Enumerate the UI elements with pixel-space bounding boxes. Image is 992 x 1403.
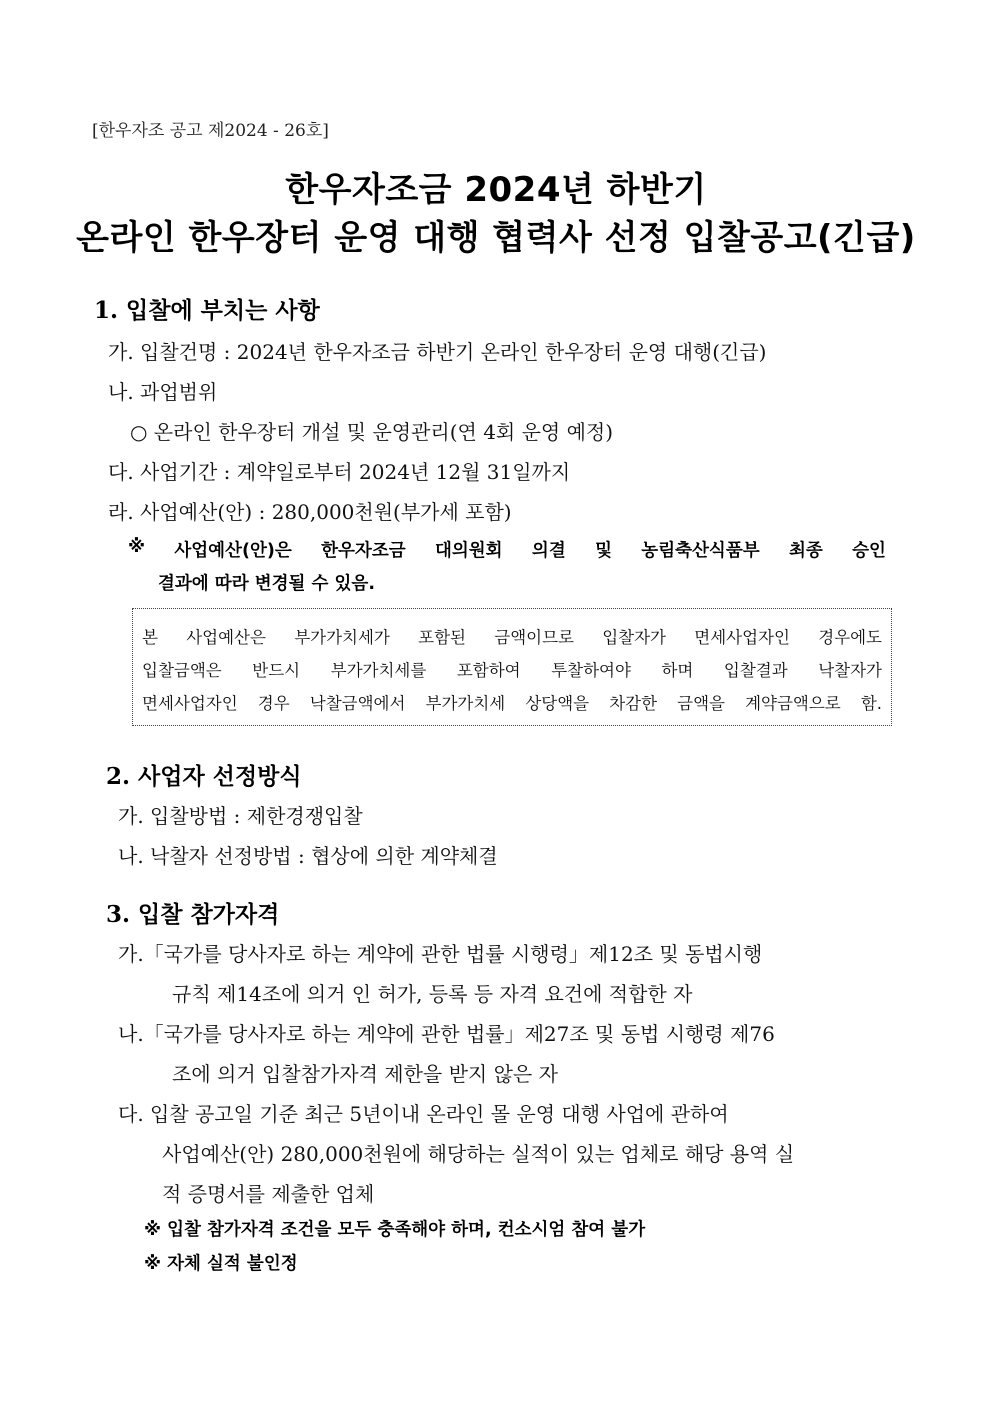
vat-notice-box — [132, 608, 892, 726]
document-title-line1: 한우자조금 2024년 하반기 — [285, 170, 707, 210]
section1-item-bid-name: 가. 입찰건명 : 2024년 한우자조금 하반기 온라인 한우장터 운영 대행(긴급) — [108, 340, 767, 364]
section2-heading: 2. 사업자 선정방식 — [106, 763, 302, 790]
section1-item-scope: 나. 과업범위 — [108, 380, 218, 404]
vat-notice-line1: 본 사업예산은 부가가치세가 포함된 금액이므로 입찰자가 면세사업자인 경우에도 — [142, 628, 882, 647]
vat-notice-line2: 입찰금액은 반드시 부가가치세를 포함하여 투찰하여야 하며 입찰결과 낙찰자가 — [142, 661, 882, 680]
notice-number: [한우자조 공고 제2024 - 26호] — [92, 121, 329, 141]
section3-item-na-line1: 나.「국가를 당사자로 하는 계약에 관한 법률」제27조 및 동법 시행령 제76 — [118, 1022, 775, 1046]
section1-scope-bullet: ○ 온라인 한우장터 개설 및 운영관리(연 4회 운영 예정) — [130, 420, 614, 444]
section3-item-ga-line2: 규칙 제14조에 의거 인 허가, 등록 등 자격 요건에 적합한 자 — [172, 982, 693, 1006]
section3-heading: 3. 입찰 참가자격 — [106, 901, 280, 928]
section2-item-selection-method: 나. 낙찰자 선정방법 : 협상에 의한 계약체결 — [118, 844, 498, 868]
section3-item-na-line2: 조에 의거 입찰참가자격 제한을 받지 않은 자 — [172, 1062, 558, 1086]
section1-budget-note-line1-text: ※ 사업예산(안)은 한우자조금 대의원회 의결 및 농림축산식품부 최종 승인 — [128, 537, 886, 561]
section3-item-da-line1: 다. 입찰 공고일 기준 최근 5년이내 온라인 몰 운영 대행 사업에 관하여 — [118, 1102, 729, 1126]
section1-budget-note-line1 — [128, 537, 886, 562]
section3-item-da-line3: 적 증명서를 제출한 업체 — [162, 1182, 375, 1206]
section3-item-da-line2: 사업예산(안) 280,000천원에 해당하는 실적이 있는 업체로 해당 용역 실 — [162, 1142, 795, 1166]
section1-item-budget: 라. 사업예산(안) : 280,000천원(부가세 포함) — [108, 500, 512, 524]
section1-item-period: 다. 사업기간 : 계약일로부터 2024년 12월 31일까지 — [108, 460, 571, 484]
section3-note-consortium: ※ 입찰 참가자격 조건을 모두 충족해야 하며, 컨소시엄 참여 불가 — [144, 1220, 646, 1240]
section3-item-ga-line1: 가.「국가를 당사자로 하는 계약에 관한 법률 시행령」제12조 및 동법시행 — [118, 942, 763, 966]
section1-heading: 1. 입찰에 부치는 사항 — [94, 297, 320, 324]
vat-notice-line3: 면세사업자인 경우 낙찰금액에서 부가가치세 상당액을 차감한 금액을 계약금액으로 함. — [142, 694, 882, 713]
document-title-line2: 온라인 한우장터 운영 대행 협력사 선정 입찰공고(긴급) — [76, 218, 916, 258]
section2-item-bid-method: 가. 입찰방법 : 제한경쟁입찰 — [118, 804, 363, 828]
section1-budget-note-line2: 결과에 따라 변경될 수 있음. — [158, 574, 375, 594]
section3-note-self-performance: ※ 자체 실적 불인정 — [144, 1254, 298, 1274]
